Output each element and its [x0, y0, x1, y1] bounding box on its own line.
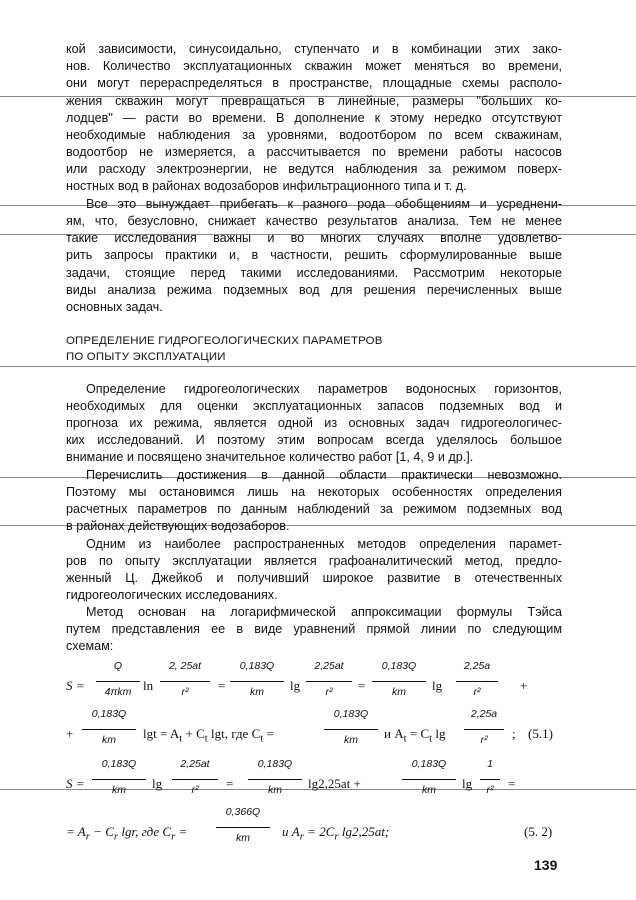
- text-line: такие исследования важны и во многих случаях вполне удовлетво-: [66, 231, 562, 245]
- text-line: или расходу электроэнергии, не ведутся наблюдения за режимом поверх-: [66, 162, 562, 176]
- fraction-denominator: r²: [486, 784, 494, 796]
- section-heading: ОПРЕДЕЛЕНИЕ ГИДРОГЕОЛОГИЧЕСКИХ ПАРАМЕТРОВ: [66, 335, 383, 347]
- formula-text: = $A_r - C_r$ lgr, где $C_r$ =: [66, 824, 188, 843]
- fraction-numerator: 0,183Q: [239, 660, 275, 672]
- text-line: внимание и посвящено значительное количество работ [1, 4, 9 и др.].: [66, 450, 474, 464]
- text-line: в районах действующих водозаборов.: [66, 519, 290, 533]
- text-line: Определение гидрогеологических параметров водоносных горизонтов,: [86, 382, 562, 396]
- text-line: женный Ц. Джейкоб и получивший широкое развитие в отечественных: [66, 571, 562, 585]
- text-line: прогноза их режима, является одной из основных задач гидрогеологичес-: [66, 416, 562, 430]
- text-line: расчетных параметров по данным наблюдений за режимом подземных вод: [66, 502, 562, 516]
- page-number: 139: [534, 857, 558, 873]
- fraction-denominator: r²: [181, 686, 189, 698]
- fraction-numerator: 0,183Q: [101, 758, 137, 770]
- formula-text: lg2,25at +: [308, 776, 361, 791]
- text-line: путем представления ее в виде уравнений прямой линии по следующим: [66, 622, 562, 636]
- fraction-bar: [92, 779, 146, 780]
- text-line: ров по опыту эксплуатации является графоаналитический метод, предло-: [66, 554, 562, 568]
- formula-text: lg: [432, 678, 443, 693]
- text-line: рить запросы практики и, в частности, решить сформулированные выше: [66, 248, 562, 262]
- fraction-bar: [464, 729, 504, 730]
- fraction-bar: [172, 779, 218, 780]
- fraction-denominator: km: [268, 784, 282, 796]
- fraction-denominator: km: [392, 686, 406, 698]
- text-line: лодцев" — расти во времени. В дополнение к этому нередко отсутствуют: [66, 111, 562, 125]
- text-line: основных задач.: [66, 300, 163, 314]
- text-line: задачи, стоящие перед такими исследованиями. Рассмотрим некоторые: [66, 266, 562, 280]
- text-line: Метод основан на логарифмической аппроксимации формулы Тэйса: [86, 605, 562, 619]
- text-line: необходимых для оценки эксплуатационных запасов подземных вод и: [66, 399, 562, 413]
- section-heading: ПО ОПЫТУ ЭКСПЛУАТАЦИИ: [66, 351, 226, 363]
- fraction-numerator: 2, 25at: [168, 660, 202, 672]
- text-line: ких исследований. И поэтому этим вопросам всегда уделялось большое: [66, 433, 562, 447]
- fraction-bar: [216, 827, 270, 828]
- fraction-denominator: r²: [325, 686, 333, 698]
- fraction-numerator: 2,25a: [470, 708, 498, 720]
- fraction-denominator: km: [112, 784, 126, 796]
- fraction-bar: [82, 729, 136, 730]
- fraction-numerator: 0,183Q: [411, 758, 447, 770]
- formula-text: +: [520, 678, 528, 693]
- fraction-bar: [306, 681, 352, 682]
- formula-text: lg: [152, 776, 163, 791]
- formula-text: lg: [290, 678, 301, 693]
- text-line: кой зависимости, синусоидально, ступенчато и в комбинации этих зако-: [66, 42, 562, 56]
- fraction-numerator: 2,25a: [463, 660, 491, 672]
- text-line: Поэтому мы остановимся лишь на некоторых особенностях определения: [66, 485, 562, 499]
- formula-text: =: [508, 776, 516, 791]
- formula-text: ln: [143, 678, 154, 693]
- formula-text: $\lg t = A_t + C_t$ lgt, где $C_t$ =: [143, 726, 274, 745]
- text-line: Одним из наиболее распространенных методов определения парамет-: [86, 537, 562, 551]
- fraction-denominator: r²: [480, 734, 488, 746]
- text-line: схемам:: [66, 639, 114, 653]
- fraction-bar: [402, 779, 456, 780]
- fraction-denominator: r²: [473, 686, 481, 698]
- fraction-denominator: 4πkm: [104, 686, 132, 698]
- fraction-bar: [248, 779, 302, 780]
- fraction-denominator: km: [250, 686, 264, 698]
- text-line: Все это вынуждает прибегать к разного рода обобщениям и усреднени-: [86, 197, 562, 211]
- fraction-denominator: km: [422, 784, 436, 796]
- scan-line: [0, 366, 636, 367]
- text-line: водоотбор не измеряется, а рассчитывается по времени работы насосов: [66, 145, 562, 159]
- formula-text: lg: [462, 776, 473, 791]
- fraction-numerator: 0,183Q: [91, 708, 127, 720]
- fraction-bar: [372, 681, 426, 682]
- fraction-denominator: km: [344, 734, 358, 746]
- formula-text: ;: [512, 726, 516, 741]
- fraction-bar: [324, 729, 378, 730]
- text-line: виды анализа режима подземных вод для решения перечисленных выше: [66, 283, 562, 297]
- fraction-numerator: 0,183Q: [257, 758, 293, 770]
- fraction-numerator: 0,183Q: [381, 660, 417, 672]
- fraction-numerator: 2,25at: [314, 660, 344, 672]
- fraction-denominator: r²: [191, 784, 199, 796]
- text-line: нов. Количество эксплуатационных скважин может меняться во времени,: [66, 59, 562, 73]
- fraction-denominator: km: [236, 832, 250, 844]
- fraction-bar: [96, 681, 140, 682]
- fraction-numerator: Q: [113, 660, 123, 672]
- formula-text: S =: [66, 678, 85, 693]
- fraction-bar: [230, 681, 284, 682]
- fraction-bar: [480, 779, 500, 780]
- formula-text: и $A_r = 2C_r$ lg2,25at;: [282, 824, 390, 843]
- fraction-bar: [456, 681, 498, 682]
- text-line: они могут перераспределяться в пространстве, площадные схемы располо-: [66, 76, 562, 90]
- text-line: Перечислить достижения в данной области практически невозможно.: [86, 468, 562, 482]
- text-line: ям, что, безусловно, снижает качество результатов анализа. Тем не менее: [66, 214, 562, 228]
- formula-text: =: [218, 678, 226, 693]
- formula-text: +: [66, 726, 74, 741]
- equation-number: (5.1): [528, 726, 553, 741]
- formula-text: и $A_t = C_t$ lg: [384, 726, 446, 745]
- text-line: ностных вод в районах водозаборов инфильтрационного типа и т. д.: [66, 179, 467, 193]
- text-line: жения скважин могут превращаться в линейные, размеры "больших ко-: [66, 94, 562, 108]
- fraction-numerator: 0,183Q: [333, 708, 369, 720]
- formula-text: =: [226, 776, 234, 791]
- fraction-denominator: km: [102, 734, 116, 746]
- text-line: гидрогеологических исследованиях.: [66, 588, 278, 602]
- fraction-bar: [160, 681, 210, 682]
- equation-number: (5. 2): [524, 824, 553, 839]
- formula-text: S =: [66, 776, 85, 791]
- fraction-numerator: 2,25at: [180, 758, 210, 770]
- fraction-numerator: 0,366Q: [225, 806, 261, 818]
- formula-text: =: [358, 678, 366, 693]
- fraction-numerator: 1: [487, 758, 493, 770]
- text-line: необходимые наблюдения за уровнями, водоотбором по всем скважинам,: [66, 128, 562, 142]
